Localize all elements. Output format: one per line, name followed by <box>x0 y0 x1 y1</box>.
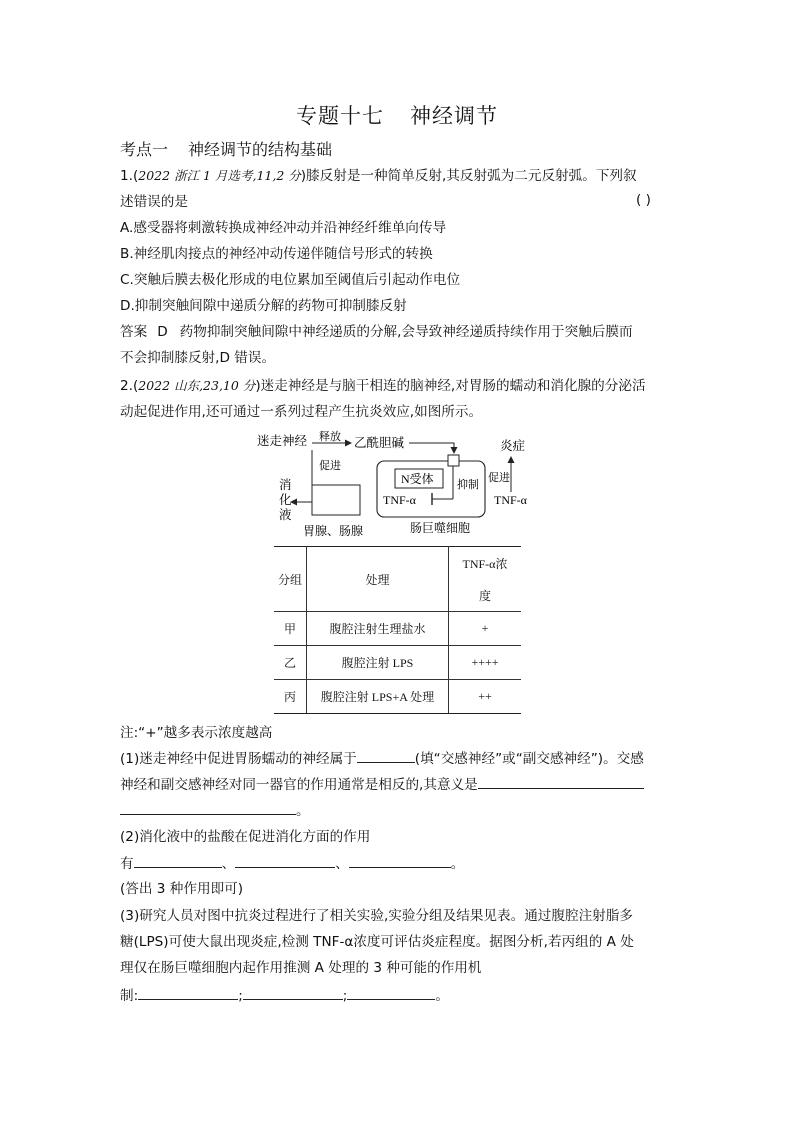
q2-part3-line3: 理仅在肠巨噬细胞内起作用推测 A 处理的 3 种可能的作用机 <box>120 960 482 976</box>
q2-part1-line1 <box>120 748 644 769</box>
cell-group: 丙 <box>274 680 307 714</box>
page-title <box>0 100 794 130</box>
p1-text-b: (填“交感神经”或“副交感神经”)。交感 <box>414 751 644 767</box>
section-label: 考点一 <box>120 140 169 159</box>
label-nreceptor: N受体 <box>401 472 434 486</box>
label-glands: 胃腺、肠腺 <box>303 524 364 538</box>
answer-blank-5[interactable] <box>235 853 335 868</box>
q2-part2-line1: (2)消化液中的盐酸在促进消化方面的作用 <box>120 829 371 845</box>
cell-treatment: 腹腔注射 LPS <box>307 646 449 680</box>
label-ach: 乙酰胆碱 <box>354 436 405 450</box>
p1-text-a: (1)迷走神经中促进胃肠蠕动的神经属于 <box>120 751 357 767</box>
label-inhibit: 抑制 <box>457 479 479 491</box>
cell-treatment: 腹腔注射 LPS+A 处理 <box>307 680 449 714</box>
table-row <box>274 646 521 680</box>
header-treatment: 处理 <box>307 547 449 612</box>
q2-part3-line1: (3)研究人员对图中抗炎过程进行了相关实验,实验分组及结果见表。通过腹腔注射脂多 <box>120 908 633 924</box>
q2-part1-line2 <box>120 774 644 795</box>
cell-group: 乙 <box>274 646 307 680</box>
cell-tnf: + <box>449 612 522 646</box>
label-digest-3: 液 <box>279 508 292 522</box>
answer-blank-2[interactable] <box>478 774 644 789</box>
p2-sep1: 、 <box>221 856 236 872</box>
q1-source: 2022 浙江 1 月选考,11,2 分 <box>138 168 301 183</box>
label-tnf-in: TNF-α <box>383 493 416 507</box>
q1-option-c: C.突触后膜去极化形成的电位累加至阈值后引起动作电位 <box>120 272 461 288</box>
q1-option-d: D.抑制突触间隙中递质分解的药物可抑制膝反射 <box>120 298 407 314</box>
label-inflammation: 炎症 <box>500 439 526 453</box>
gland-box <box>312 485 360 515</box>
p2-have: 有 <box>120 856 134 872</box>
q1-answer-line2: 不会抑制膝反射,D 错误。 <box>120 350 276 366</box>
q1-answer-paren: ( ) <box>636 192 651 208</box>
q1-stem-text1: )膝反射是一种简单反射,其反射弧为二元反射弧。下列叙 <box>300 168 637 184</box>
q2-part1-line3 <box>120 800 310 821</box>
label-promote1: 促进 <box>319 460 341 472</box>
experiment-table <box>274 546 521 714</box>
table-note: 注:“+”越多表示浓度越高 <box>120 725 273 741</box>
section-text: 神经调节的结构基础 <box>188 140 333 159</box>
arrow-ach-receptor <box>409 443 454 453</box>
p3-end: 。 <box>435 988 449 1004</box>
label-digest-2: 化 <box>279 493 292 507</box>
title-main: 专题十七 <box>296 104 384 128</box>
table-row <box>274 680 521 714</box>
answer-blank-4[interactable] <box>134 853 222 868</box>
answer-text1: 药物抑制突触间隙中神经递质的分解,会导致神经递质持续作用于突触后膜而 <box>179 324 633 340</box>
cell-treatment: 腹腔注射生理盐水 <box>307 612 449 646</box>
label-digest-1: 消 <box>279 478 292 492</box>
p3-sep1: ; <box>238 988 243 1004</box>
p2-end: 。 <box>450 856 465 872</box>
q1-stem-text2: 述错误的是 <box>120 194 188 210</box>
label-release: 释放 <box>319 431 341 443</box>
label-macrophage: 肠巨噬细胞 <box>410 521 471 535</box>
q2-part2-line2 <box>120 853 464 874</box>
header-tnf-1: TNF-α浓 <box>462 556 508 571</box>
header-tnf-2: 度 <box>478 588 491 603</box>
answer-blank-7[interactable] <box>138 985 238 1000</box>
header-tnf <box>449 547 522 612</box>
answer-blank-9[interactable] <box>347 985 435 1000</box>
label-tnf-out: TNF-α <box>494 493 527 507</box>
q2-number: 2.( <box>120 378 139 394</box>
q1-answer-line1 <box>120 322 633 342</box>
label-promote2: 促进 <box>488 472 510 484</box>
n-receptor-shape <box>448 455 459 466</box>
section-heading <box>120 137 332 160</box>
label-vagus: 迷走神经 <box>257 434 308 448</box>
table-row <box>274 612 521 646</box>
p1-end: 。 <box>296 803 310 819</box>
cell-tnf: ++ <box>449 680 522 714</box>
cell-group: 甲 <box>274 612 307 646</box>
answer-blank-1[interactable] <box>357 748 415 763</box>
anti-inflammation-diagram <box>255 428 545 540</box>
q1-option-a: A.感受器将刺激转换成神经冲动并沿神经纤维单向传导 <box>120 220 447 236</box>
q2-part3-line4 <box>120 985 449 1006</box>
answer-blank-8[interactable] <box>243 985 343 1000</box>
q1-option-b: B.神经肌肉接点的神经冲动传递伴随信号形式的转换 <box>120 246 433 262</box>
answer-label: 答案 <box>120 324 148 340</box>
p3-sep2: ; <box>342 988 348 1004</box>
p3-label: 制: <box>120 988 139 1004</box>
title-sub: 神经调节 <box>410 104 498 128</box>
q2-stem-text1: )迷走神经是与脑干相连的脑神经,对胃肠的蠕动和消化腺的分泌活 <box>255 378 646 394</box>
p2-sep2: 、 <box>335 856 349 872</box>
q2-source: 2022 山东,23,10 分 <box>138 378 256 393</box>
q2-part2-note: (答出 3 种作用即可) <box>120 881 244 897</box>
p1-text-c: 神经和副交感神经对同一器官的作用通常是相反的,其意义是 <box>120 777 478 793</box>
table-header-row <box>274 547 521 612</box>
q2-part3-line2: 糖(LPS)可使大鼠出现炎症,检测 TNF-α浓度可评估炎症程度。据图分析,若丙组的 A 处 <box>120 934 634 950</box>
q1-stem-line2 <box>120 192 188 212</box>
cell-tnf: ++++ <box>449 646 522 680</box>
q2-stem-line1 <box>120 376 646 396</box>
q1-number: 1.( <box>120 168 139 184</box>
q1-stem-line1 <box>120 166 637 186</box>
answer-blank-3[interactable] <box>120 800 296 815</box>
answer-blank-6[interactable] <box>349 853 451 868</box>
header-group: 分组 <box>274 547 307 612</box>
q2-stem-line2: 动起促进作用,还可通过一系列过程产生抗炎效应,如图所示。 <box>120 404 483 420</box>
answer-letter: D <box>157 324 168 340</box>
